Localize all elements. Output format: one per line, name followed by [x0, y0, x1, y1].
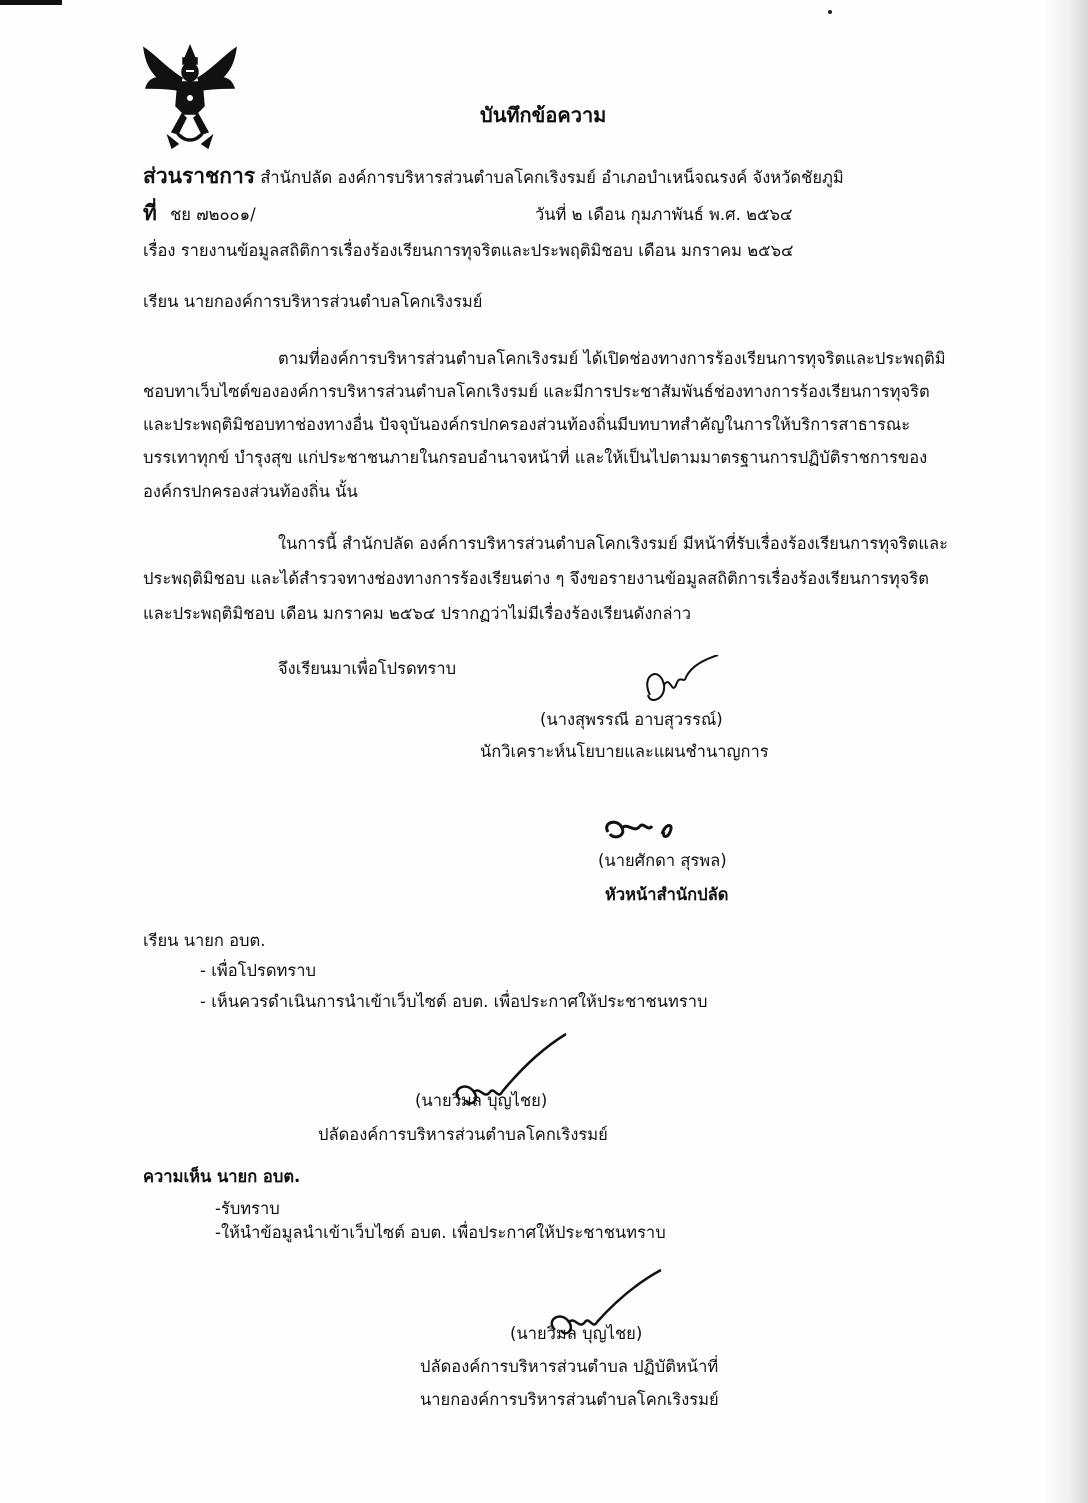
ref-value: ชย ๗๒๐๐๑/	[170, 205, 256, 224]
ref-label: ที่	[143, 201, 157, 225]
para1-line: องค์กรปกครองส่วนท้องถิ่น นั้น	[143, 482, 358, 501]
opinion-item: -รับทราบ	[215, 1199, 280, 1218]
para2-line: และประพฤติมิชอบ เดือน มกราคม ๒๕๖๔ ปรากฏว่าไม่มีเรื่องร้องเรียนดังกล่าว	[143, 604, 692, 623]
signer-4-title: ปลัดองค์การบริหารส่วนตำบล ปฏิบัติหน้าที่	[420, 1357, 719, 1376]
opinion-item: -ให้นำข้อมูลนำเข้าเว็บไซต์ อบต. เพื่อประกาศให้ประชาชนทราบ	[215, 1223, 666, 1242]
scan-corner-mark	[0, 0, 62, 5]
signer-2-title: หัวหน้าสำนักปลัด	[605, 885, 729, 904]
opinion-heading: ความเห็น นายก อบต.	[143, 1167, 301, 1186]
agency-value: สำนักปลัด องค์การบริหารส่วนตำบลโคกเริงรมย์ อำเภอบำเหน็จณรงค์ จังหวัดชัยภูมิ	[260, 168, 844, 187]
para1-line: และประพฤติมิชอบทาช่องทางอื่น ปัจจุบันองค์กรปกครองส่วนท้องถิ่นมีบทบาทสำคัญในการให้บริการสาธารณะ	[143, 415, 911, 434]
signer-1-title: นักวิเคราะห์นโยบายและแผนชำนาญการ	[480, 742, 769, 761]
para2-line: ประพฤติมิชอบ และได้สำรวจทางช่องทางการร้องเรียนต่าง ๆ จึงขอรายงานข้อมูลสถิติการเรื่องร้องเรียนการทุจริต	[143, 569, 929, 588]
garuda-emblem-icon	[138, 40, 242, 152]
closing-line: จึงเรียนมาเพื่อโปรดทราบ	[278, 659, 457, 678]
memo-date: วันที่ ๒ เดือน กุมภาพันธ์ พ.ศ. ๒๕๖๔	[535, 205, 793, 224]
para1-line: ตามที่องค์การบริหารส่วนตำบลโคกเริงรมย์ ได้เปิดช่องทางการร้องเรียนการทุจริตและประพฤติมิ	[278, 349, 946, 368]
signer-2-name: (นายศักดา สุรพล)	[598, 851, 727, 870]
agency-line	[143, 165, 844, 189]
signer-4-title: นายกองค์การบริหารส่วนตำบลโคกเริงรมย์	[420, 1390, 719, 1409]
ref-line	[143, 202, 256, 226]
signature-2	[600, 812, 690, 848]
forward-item: - เห็นควรดำเนินการนำเข้าเว็บไซต์ อบต. เพื่อประกาศให้ประชาชนทราบ	[200, 992, 708, 1011]
signer-4-name: (นายวิมล บุญไชย)	[510, 1324, 643, 1343]
para1-line: ชอบทาเว็บไซต์ขององค์การบริหารส่วนตำบลโคกเริงรมย์ และมีการประชาสัมพันธ์ช่องทางการร้องเรียนการทุจริต	[143, 382, 930, 401]
para1-line: บรรเทาทุกข์ บำรุงสุข แก่ประชาชนภายในกรอบอำนาจหน้าที่ และให้เป็นไปตามมาตรฐานการปฏิบัติราชการของ	[143, 448, 928, 467]
agency-label: ส่วนราชการ	[143, 164, 256, 188]
signer-3-name: (นายวิมล บุญไชย)	[415, 1091, 548, 1110]
scan-dot	[828, 10, 832, 14]
signer-3-title: ปลัดองค์การบริหารส่วนตำบลโคกเริงรมย์	[318, 1125, 608, 1144]
para2-line: ในการนี้ สำนักปลัด องค์การบริหารส่วนตำบลโคกเริงรมย์ มีหน้าที่รับเรื่องร้องเรียนการทุจริตและ	[278, 534, 948, 553]
paper-edge-shadow	[1042, 0, 1088, 1503]
signer-1-name: (นางสุพรรณี อาบสุวรรณ์)	[540, 710, 723, 729]
memo-salutation: เรียน นายกองค์การบริหารส่วนตำบลโคกเริงรมย์	[143, 292, 483, 311]
memo-title: บันทึกข้อความ	[480, 103, 607, 127]
memo-subject: เรื่อง รายงานข้อมูลสถิติการเรื่องร้องเรียนการทุจริตและประพฤติมิชอบ เดือน มกราคม ๒๕๖๔	[143, 241, 794, 260]
forward-item: - เพื่อโปรดทราบ	[200, 961, 317, 980]
forward-to: เรียน นายก อบต.	[143, 931, 266, 950]
